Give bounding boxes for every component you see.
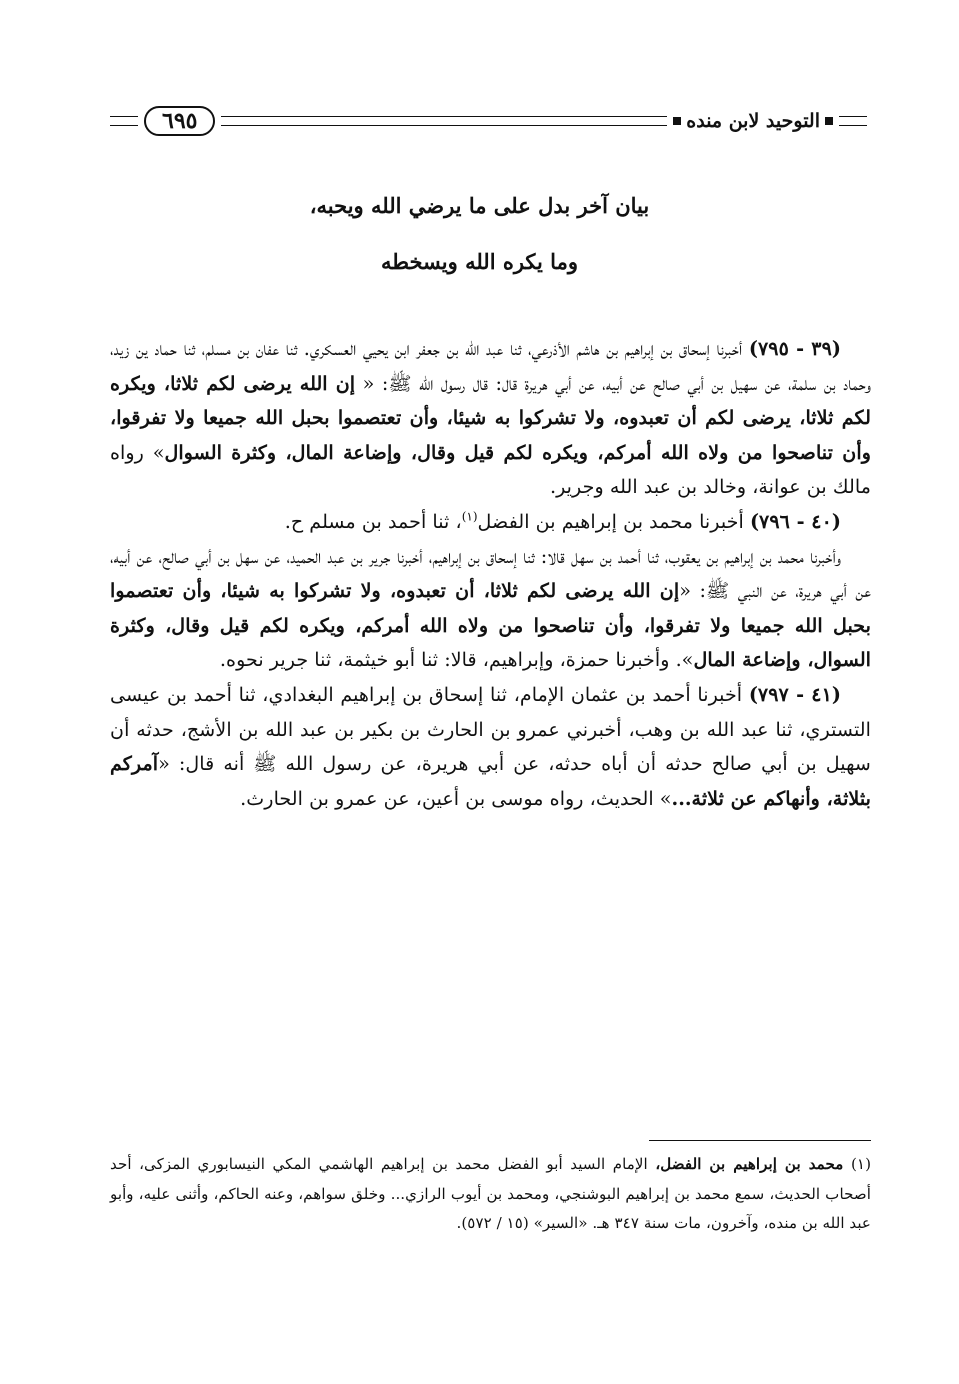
hadith-text: إن الله يرضى لكم ثلاثا، ويكره لكم ثلاثا، يرضى لكم أن تعبدوه، ولا تشركوا به شيئا، وأن تعتصموا بحبل الله جميعا ولا تفرقوا، وأن تناصحوا من ولاه الله أمركم، ويكره لكم قيل وقال، وإضاعة المال، وكثرة السوال <box>110 371 871 464</box>
footnote-1 <box>110 1150 871 1239</box>
main-text <box>110 332 871 816</box>
book-title <box>667 110 839 132</box>
isnad-text: أخبرنا إسحاق بن إبراهيم بن هاشم الأذرعي، ثنا عبد الله بن جعفر ابن يحيي العسكري. ثنا عفان بن مسلم، ثنا حماد ين زيد، وحماد بن سلمة، عن سهيل بن أبي صالح عن أبيه، عن أبي هريرة قال: قال رسول الله ﷺ: « <box>110 337 871 395</box>
header-rule-right <box>839 116 867 126</box>
square-ornament-icon <box>673 117 681 125</box>
hadith-number: (٣٩ - ٧٩٥) <box>748 337 841 360</box>
header-rule-middle <box>221 116 667 126</box>
chapter-heading-line-1: بيان آخر بدل على ما يرضي الله ويحبه، <box>309 193 650 218</box>
paragraph-797 <box>110 678 871 816</box>
footnote-text: الإمام السيد أبو الفضل محمد بن إبراهيم الهاشمي المكي النيسابوري المزكى، أحد أصحاب الحديث، سمع محمد بن إبراهيم البوشنجي، ومحمد بن أيوب الرازي... وخلق سواهم، وعنه الحاكم، وأثنى عليه، وأبو عبد الله بن منده، وآخرون، مات سنة ٣٤٧ هـ. «السير» (١٥ / ٥٧٢). <box>110 1155 871 1232</box>
narration-note: ». وأخبرنا حمزة، وإبراهيم، قالا: ثنا أبو خيثمة، ثنا جرير نحوه. <box>219 648 694 672</box>
isnad-text: أخبرنا أحمد بن عثمان الإمام، ثنا إسحاق بن إبراهيم البغدادي، ثنا أحمد بن عيسى التستري، ثنا عبد الله بن وهب، أخبرني عمرو بن الحارث بن بكير بن عبد الله بن الأشج، حدثه أن سهيل بن أبي صالح حدثه أن أباه حدثه، عن أبي هريرة، عن رسول الله ﷺ أنه قال: « <box>110 682 871 776</box>
running-header <box>110 106 867 136</box>
footnote <box>110 1150 871 1239</box>
isnad-text: أخبرنا محمد بن إبراهيم بن الفضل <box>477 509 750 533</box>
chapter-heading <box>130 178 829 290</box>
hadith-number: (٤١ - ٧٩٧) <box>748 682 841 706</box>
paragraph-796-continued <box>110 540 871 678</box>
footnote-subject-name: محمد بن إبراهيم بن الفضل، <box>655 1155 844 1173</box>
narration-note: » الحديث، رواه موسى بن أعين، عن عمرو بن الحارث. <box>240 786 672 810</box>
narration-note: » رواه مالك بن عوانة، وخالد بن عبد الله وجرير. <box>110 440 871 499</box>
paragraph-795 <box>110 332 871 505</box>
hadith-text: آمركم بثلاثة، وأنهاكم عن ثلاثة... <box>110 752 871 810</box>
square-ornament-icon <box>825 117 833 125</box>
footnote-reference[interactable]: (١) <box>461 509 478 524</box>
footnote-marker: (١) <box>850 1155 871 1173</box>
hadith-number: (٤٠ - ٧٩٦) <box>749 509 841 533</box>
page-number: ٦٩٥ <box>144 106 215 136</box>
isnad-text: ، ثنا أحمد بن مسلم ح. <box>284 509 462 533</box>
hadith-text: إن الله يرضى لكم ثلاثا، أن تعبدوه، ولا تشركوا به شيئا، وأن تعتصموا بحبل الله جميعا ولا تفرقوا، وأن تناصحوا من ولاه الله أمركم، ويكره لكم قيل وقال، وكثرة السوال، وإضاعة المال <box>110 579 871 672</box>
footnote-separator <box>649 1140 871 1141</box>
book-title-text: التوحيد لابن منده <box>686 110 820 132</box>
paragraph-796 <box>110 505 871 540</box>
isnad-text: وأخبرنا محمد بن إبراهيم بن يعقوب، ثنا أحمد بن سهل قالا: ثنا إسحاق بن إبراهيم، أخبرنا جرير بن عبد الحميد، عن سهل بن أبي صالح، عن أبيه، عن أبي هريرة، عن النبي ﷺ: « <box>110 544 872 603</box>
chapter-heading-line-2: وما يكره الله ويسخطه <box>381 249 578 274</box>
header-rule-left <box>110 116 138 126</box>
